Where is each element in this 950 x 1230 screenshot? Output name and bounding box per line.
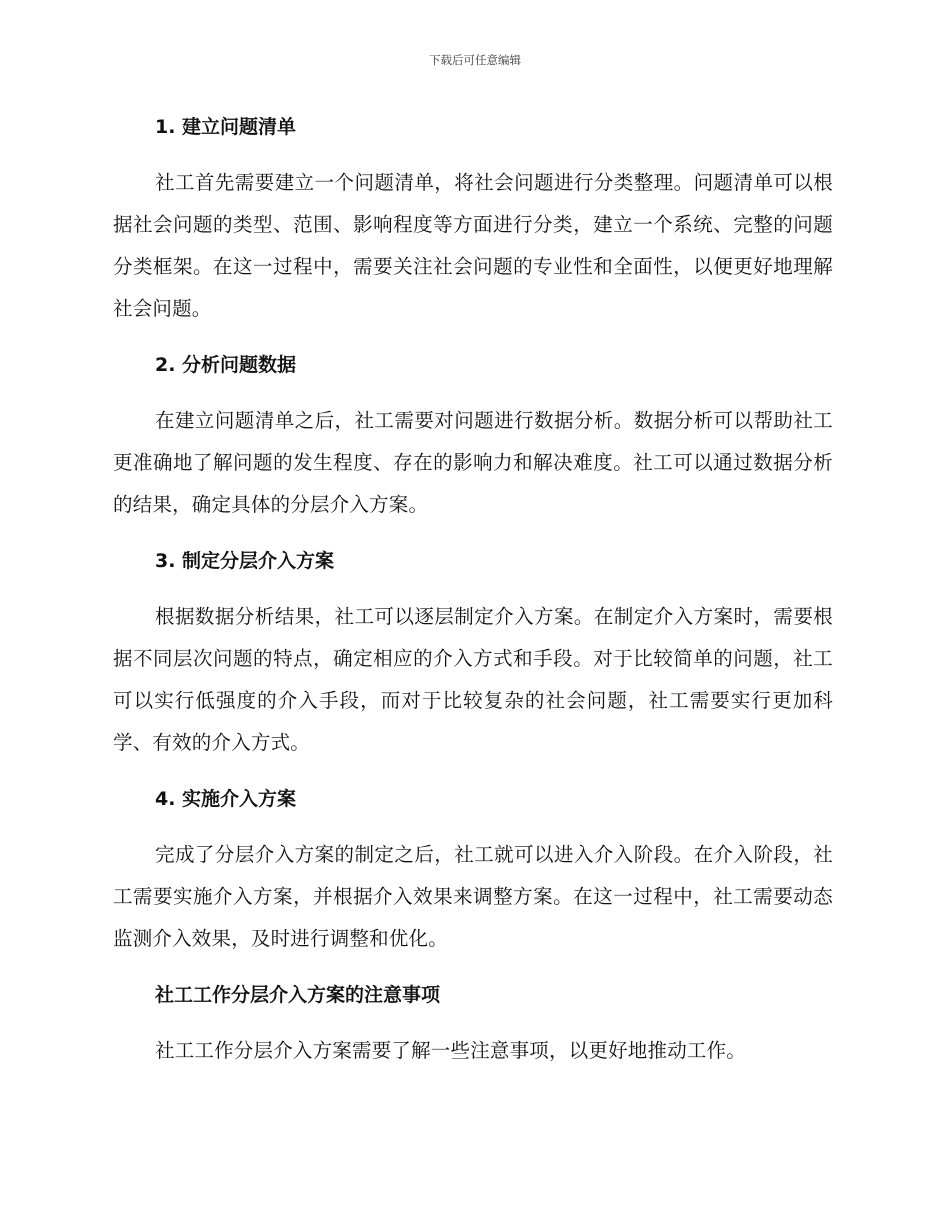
section-1-heading: 1. 建立问题清单 bbox=[155, 116, 297, 138]
section-3-heading: 3. 制定分层介入方案 bbox=[155, 550, 335, 572]
section-3-paragraph: 根据数据分析结果，社工可以逐层制定介入方案。在制定介入方案时，需要根据不同层次问题的特点，确定相应的介入方式和手段。对于比较简单的问题，社工可以实行低强度的介入手段，而对于比较复杂的社会问题，社工需要实行更加科学、有效的介入方式。 bbox=[113, 605, 833, 754]
section-2-paragraph: 在建立问题清单之后，社工需要对问题进行数据分析。数据分析可以帮助社工更准确地了解问题的发生程度、存在的影响力和解决难度。社工可以通过数据分析的结果，确定具体的分层介入方案。 bbox=[113, 409, 833, 516]
section-1-paragraph: 社工首先需要建立一个问题清单，将社会问题进行分类整理。问题清单可以根据社会问题的类型、范围、影响程度等方面进行分类，建立一个系统、完整的问题分类框架。在这一过程中，需要关注社会问题的专业性和全面性，以便更好地理解社会问题。 bbox=[113, 171, 833, 320]
section-4-heading: 4. 实施介入方案 bbox=[155, 788, 297, 810]
header-note: 下载后可任意编辑 bbox=[429, 53, 521, 67]
section-2-heading: 2. 分析问题数据 bbox=[155, 354, 297, 376]
document-body bbox=[113, 106, 833, 1086]
notes-heading: 社工工作分层介入方案的注意事项 bbox=[155, 984, 441, 1006]
section-4-paragraph: 完成了分层介入方案的制定之后，社工就可以进入介入阶段。在介入阶段，社工需要实施介入方案，并根据介入效果来调整方案。在这一过程中，社工需要动态监测介入效果，及时进行调整和优化。 bbox=[113, 843, 833, 950]
notes-paragraph: 社工工作分层介入方案需要了解一些注意事项，以更好地推动工作。 bbox=[155, 1039, 747, 1062]
